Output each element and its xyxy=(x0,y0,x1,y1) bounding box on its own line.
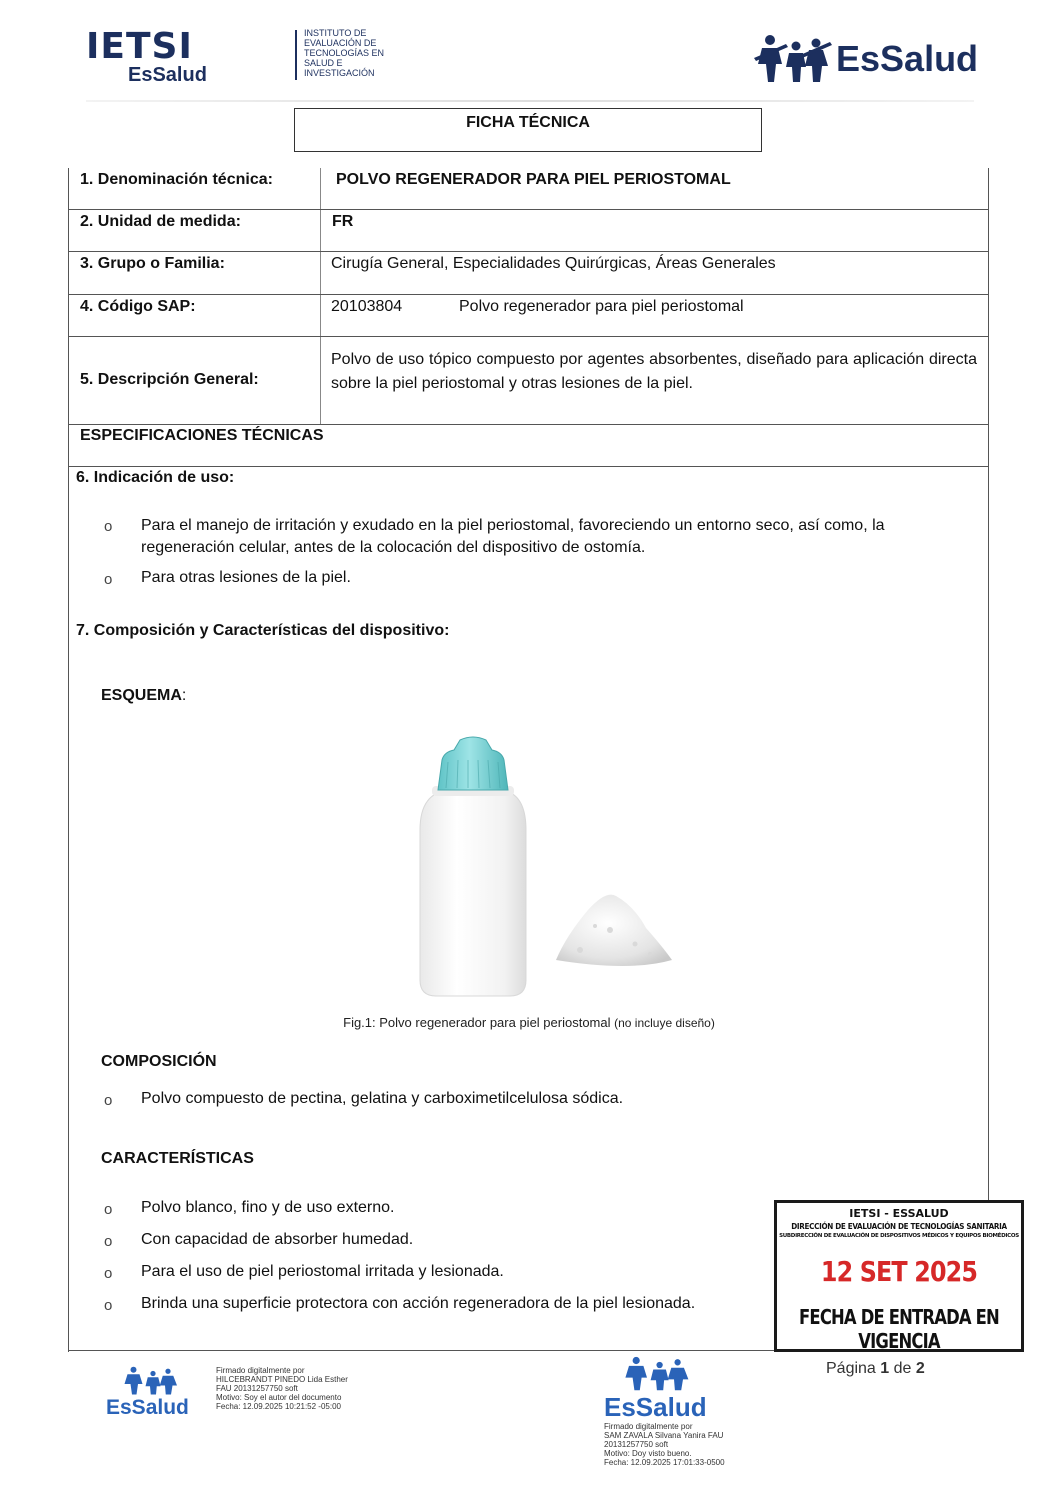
bullet-icon: o xyxy=(104,1297,113,1314)
signature-text-2: Firmado digitalmente por SAM ZAVALA Silvana Yanira FAU 20131257750 soft Motivo: Doy visto bueno. Fecha: 12.09.2025 17:01:33-0500 xyxy=(604,1422,725,1467)
ietsi-logo-text: INSTITUTO DE EVALUACIÓN DE TECNOLOGÍAS EN SALUD E INVESTIGACIÓN xyxy=(304,28,385,78)
section-7-heading: 7. Composición y Características del dispositivo: xyxy=(76,622,450,639)
stamp-subdirection: SUBDIRECCIÓN DE EVALUACIÓN DE DISPOSITIVOS MÉDICOS Y EQUIPOS BIOMÉDICOS xyxy=(779,1233,1019,1239)
ietsi-logo-divider xyxy=(295,30,297,80)
composicion-heading: COMPOSICIÓN xyxy=(101,1053,217,1070)
indicacion-item-2: Para otras lesiones de la piel. xyxy=(141,569,351,586)
figure-caption-main: Fig.1: Polvo regenerador para piel periostomal xyxy=(343,1015,611,1030)
stamp-date: 12 SET 2025 xyxy=(820,1255,978,1288)
ietsi-logo xyxy=(86,26,385,86)
specs-heading: ESPECIFICACIONES TÉCNICAS xyxy=(80,427,324,444)
row-label-descripcion: 5. Descripción General: xyxy=(80,371,259,388)
header-divider xyxy=(86,100,974,102)
row-label-denominacion: 1. Denominación técnica: xyxy=(80,171,273,188)
row-value-unidad: FR xyxy=(332,213,354,230)
family-icon xyxy=(752,34,832,84)
page-current: 1 xyxy=(880,1360,890,1377)
row-divider xyxy=(68,251,989,252)
figure-caption xyxy=(0,1015,1058,1030)
page-total: 2 xyxy=(915,1360,925,1377)
bullet-icon: o xyxy=(104,571,113,588)
row-divider xyxy=(68,294,989,295)
frame-right-border xyxy=(988,168,989,1352)
stamp-org: IETSI - ESSALUD xyxy=(849,1207,949,1220)
row-value-denominacion: POLVO REGENERADOR PARA PIEL PERIOSTOMAL xyxy=(336,171,731,188)
signature-logo-2-word: EsSalud xyxy=(604,1392,707,1422)
caracteristicas-heading: CARACTERÍSTICAS xyxy=(101,1150,254,1167)
row-label-unidad: 2. Unidad de medida: xyxy=(80,213,241,230)
family-icon xyxy=(618,1356,694,1392)
page-middle: de xyxy=(889,1360,916,1377)
esquema-heading xyxy=(101,687,186,705)
row-divider xyxy=(68,424,989,425)
caracteristica-item-1: Polvo blanco, fino y de uso externo. xyxy=(141,1199,395,1216)
esquema-label: ESQUEMA xyxy=(101,687,182,704)
column-separator xyxy=(320,168,321,424)
caracteristica-item-3: Para el uso de piel periostomal irritada y lesionada. xyxy=(141,1263,504,1280)
row-divider xyxy=(68,336,989,337)
indicacion-item-1: Para el manejo de irritación y exudado en la piel periostomal, favoreciendo un entorno seco, así como, la regeneración celular, antes de la colocación del dispositivo de ostomía. xyxy=(141,517,885,556)
row-value-descripcion: Polvo de uso tópico compuesto por agentes absorbentes, diseñado para aplicación directa sobre la piel periostomal y otras lesiones de la piel. xyxy=(331,351,977,392)
row-label-grupo: 3. Grupo o Familia: xyxy=(80,255,225,272)
stamp-label: FECHA DE ENTRADA EN VIGENCIA xyxy=(799,1305,999,1353)
page-number xyxy=(826,1360,925,1378)
bullet-icon: o xyxy=(104,1201,113,1218)
page-title: FICHA TÉCNICA xyxy=(466,114,590,131)
signature-logo-1 xyxy=(106,1366,189,1426)
row-divider xyxy=(68,466,989,467)
page-prefix: Página xyxy=(826,1360,881,1377)
figure-caption-note: (no incluye diseño) xyxy=(614,1016,715,1030)
signature-text-1: Firmado digitalmente por HILCEBRANDT PINEDO Lida Esther FAU 20131257750 soft Motivo: Soy el autor del documento Fecha: 12.09.2025 10:21:52 -05:00 xyxy=(216,1366,348,1411)
row-label-codigo: 4. Código SAP: xyxy=(80,298,196,315)
row-value-codigo-sap: 20103804 xyxy=(331,298,403,315)
ietsi-logo-word: IETSI xyxy=(86,26,193,67)
vigencia-stamp xyxy=(774,1200,1024,1352)
bullet-icon: o xyxy=(104,1233,113,1250)
frame-left-border xyxy=(68,168,69,1352)
stamp-direction: DIRECCIÓN DE EVALUACIÓN DE TECNOLOGÍAS SANITARIA xyxy=(791,1222,1007,1231)
row-value-codigo-desc: Polvo regenerador para piel periostomal xyxy=(459,298,744,315)
title-box xyxy=(294,108,762,152)
family-icon xyxy=(120,1366,180,1396)
signature-logo-2 xyxy=(604,1356,708,1422)
essalud-logo-word: EsSalud xyxy=(836,38,979,79)
essalud-logo xyxy=(752,32,982,88)
bullet-icon: o xyxy=(104,1265,113,1282)
section-6-heading: 6. Indicación de uso: xyxy=(76,469,235,486)
bullet-icon: o xyxy=(104,518,113,535)
product-image xyxy=(380,730,710,1010)
row-divider xyxy=(68,209,989,210)
caracteristica-item-2: Con capacidad de absorber humedad. xyxy=(141,1231,414,1248)
caracteristica-item-4: Brinda una superficie protectora con acción regeneradora de la piel lesionada. xyxy=(141,1295,696,1312)
composicion-item-1: Polvo compuesto de pectina, gelatina y carboximetilcelulosa sódica. xyxy=(141,1090,624,1107)
esquema-colon: : xyxy=(181,687,187,704)
bullet-icon: o xyxy=(104,1092,113,1109)
row-value-grupo: Cirugía General, Especialidades Quirúrgicas, Áreas Generales xyxy=(331,255,776,272)
signature-logo-1-word: EsSalud xyxy=(106,1396,189,1419)
ietsi-logo-sub: EsSalud xyxy=(128,64,207,86)
